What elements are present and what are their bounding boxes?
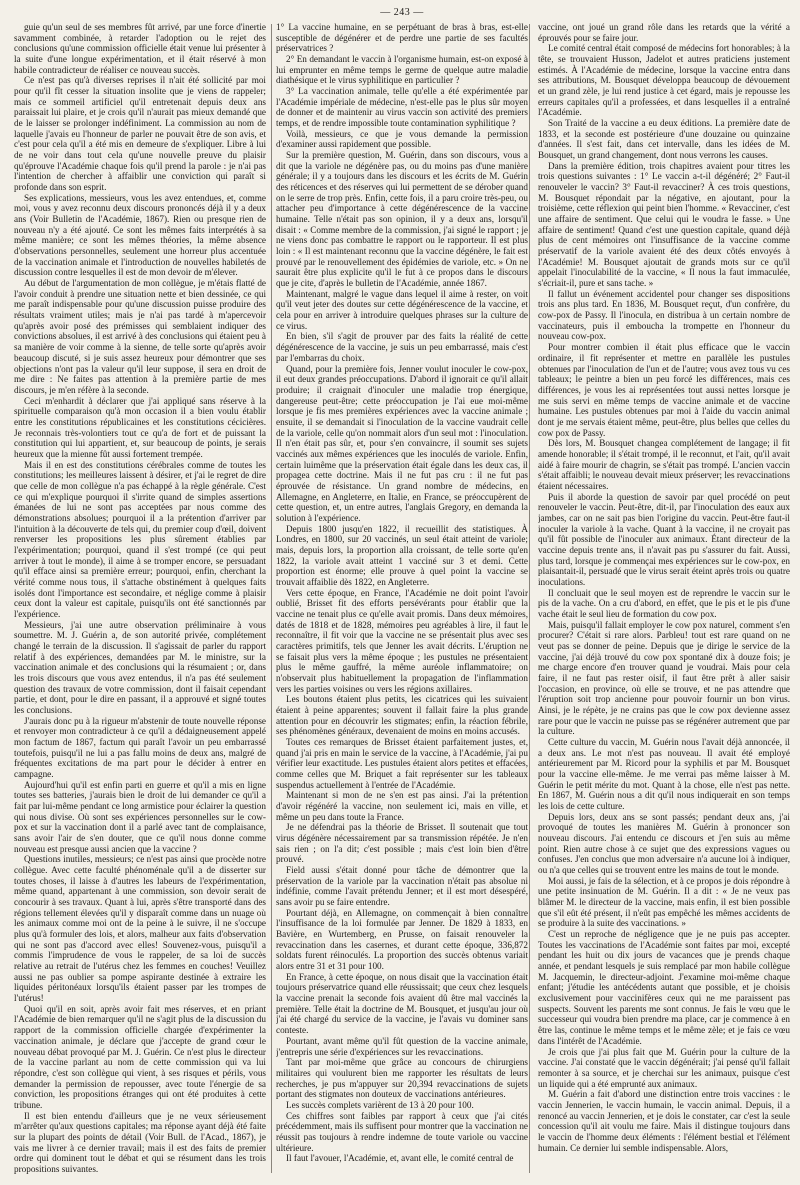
paragraph: Son Traité de la vaccine a eu deux éditions. La première date de 1833, et la seconde est postérieure d'une douzaine ou quinzaine d'années. Il s'est fait, dans cet intervalle, dans les idées de M. Bousquet, un grand changement, dont nous verrons les causes. bbox=[538, 118, 790, 161]
paragraph: Quoi qu'il en soit, après avoir fait mes réserves, et en priant l'Académie de bien remarquer qu'il ne s'agit plus de la discussion du rapport de la commission officielle chargée d'expérimenter la vaccination animale, je déclare que j'accepte de grand cœur le nouveau débat provoqué par M. J. Guérin. Ce n'est plus le directeur de la vaccine parlant au nom de cette commission qui va lui répondre, c'est son collègue qui vient, à ses risques et périls, vous demander la permission de repousser, avec toute l'énergie de sa conviction, les propositions étranges qui ont été produites à cette tribune. bbox=[14, 1003, 266, 1110]
paragraph: Les succès complets varièrent de 13 à 20 pour 100. bbox=[286, 1099, 474, 1110]
paragraph: Cette culture du vaccin, M. Guérin nous l'avait déjà annoncée, il a deux ans. Le mot n'est pas nouveau. Il avait été employé antérieurement par M. Ricord pour la syphilis et par M. Bousquet pour la vaccine elle-même. Je me verrai pas même laisser à M. Guérin le petit mérite du mot. Quant à la chose, elle n'est pas nette. En 1867, M. Guérin nous a dit qu'il nous indiquerait en son temps les lois de cette culture. bbox=[538, 737, 790, 812]
paragraph: Pourtant déjà, en Allemagne, on commençait à bien connaître l'insuffisance de la loi formulée par Jenner. De 1829 à 1833, en Bavière, en Wurtemberg, en Prusse, on faisait renouveler la revaccination dans les casernes, et durant cette époque, 336,872 soldats furent réinoculés. La proportion des succès obtenus variait alors entre 31 et 31 pour 100. bbox=[276, 907, 528, 972]
page-number: — 243 — bbox=[380, 7, 424, 18]
paragraph: Maintenant, malgré le vague dans lequel il aime à rester, on voit qu'il veut jeter des doutes sur cette dégénérescence de la vaccine, et cela pour en arriver à introduire quelques phrases sur la culture de ce virus. bbox=[276, 288, 528, 331]
paragraph: Vers cette époque, en France, l'Académie ne doit point l'avoir oublié, Brisset fit des efforts persévérants pour établir que la vaccine ne tenait plus ce qu'elle avait promis. Dans deux mémoires, datés de 1818 et de 1828, mémoires peu agréables à lire, il faut le reconnaître, il fit voir que la vaccine ne se présentait plus avec ses caractères primitifs, tels que Jenner les avait décrits. L'éruption ne se faisait plus vers la même époque ; les pustules ne présentaient plus le même gauffré, la même auréole inflammatoire; on n'observait plus habituellement la propagation de l'inflammation vers les parties voisines ou vers les régions axillaires. bbox=[276, 587, 528, 694]
paragraph: Quand, pour la première fois, Jenner voulut inoculer le cow-pox, il eut deux grandes préoccupations. D'abord il ignorait ce qu'il allait produire; il craignait d'inoculer une maladie trop énergique, dangereuse peut-être; cette préoccupation je l'ai eue moi-même lorsque je fis mes premières expériences avec la vaccine animale ; ensuite, il se demandait si l'inoculation de la vaccine vaudrait celle de la variole, celle qu'on nommait alors d'un seul mot : l'inoculation. Il n'en était pas sûr, et, pour s'en convaincre, il soumit ses sujets vaccinés aux mêmes expériences que les inoculés de variole. Enfin, certain luimême que la préservation était égale dans les deux cas, il propagea cette doctrine. Mais il ne fut pas cru : il ne fut pas éprouvée de résistance. Un grand nombre de médecins, en Allemagne, en Angleterre, en Italie, en France, se préoccupèrent de cette question, et, un entre autres, l'anglais Gregory, en demanda la solution à l'expérience. bbox=[276, 363, 528, 523]
paragraph: M. Guérin a fait d'abord une distinction entre trois vaccines : le vaccin Jennerien, le vaccin humain, le vaccin animal. Depuis, il a renoncé au vaccin Jennerien, et je dois le constater, car c'est la seule concession qu'il ait voulu me faire. Mais il distingue toujours dans le vaccin de l'homme deux éléments : l'élément bestial et l'élément humain. Ce dernier lui semble indispensable. Alors, bbox=[538, 1089, 790, 1153]
paragraph: J'aurais donc pu à la rigueur m'abstenir de toute nouvelle réponse et renvoyer mon contradicteur à ce qu'il a dédaigneusement appelé mon factum de 1867, factum qui paraît l'avoir un peu embarrassé toutefois, puisqu'il ne lui a pas fallu moins de deux ans, malgré de fréquentes excitations de ma part pour le décider à entrer en campagne. bbox=[14, 715, 266, 780]
paragraph: Je ne défendrai pas la théorie de Brisset. Il soutenait que tout virus dégénère nécessairement par sa transmission répétée. Je n'en sais rien ; on l'a dit; c'est possible ; mais c'est loin bien d'être prouvé. bbox=[276, 822, 528, 865]
paragraph: Tant par moi-même que grâce au concours de chirurgiens militaires qui voulurent bien me rapporter les résultats de leurs recherches, je pus m'appuyer sur 20,394 revaccinations de sujets portant des stigmates non douteux de vaccinations antérieures. bbox=[276, 1057, 528, 1100]
paragraph: Field aussi s'était donné pour tâche de démontrer que la préservation de la variole par la vaccination n'était pas absolue ni indéfinie, comme l'avait prétendu Jenner; et il est mort désespéré, sans avoir pu se faire entendre. bbox=[276, 865, 528, 908]
paragraph: Ses explications, messieurs, vous les avez entendues, et, comme moi, vous y avez reconnu deux discours prononcés déjà il y a deux ans (Voir Bulletin de l'Académie, 1867). Rien ou presque rien de nouveau n'y a été ajouté. Ce sont les mêmes faits interprétés à sa même manière; ce sont les mêmes théories, la même absence d'observations personnelles, seulement une horreur plus accentuée de la vaccination animale et l'introduction de nouvelles habiletés de discussion contre lesquelles il est de mon devoir de m'élever. bbox=[14, 192, 266, 278]
paragraph: Mais il en est des constitutions cérébrales comme de toutes les constitutions; les meilleures laissent à désirer, et j'ai le regret de dire que celle de mon collègue n'a pas échappé à la règle générale. C'est ce qui m'explique pourquoi il s'irrite quand de simples assertions émanées de lui ne sont pas acceptées par nous comme des démonstrations absolues; pourquoi il a la prétention d'arriver par l'intuition à la découverte de tels qui, du premier coup d'œil, doivent renverser les propositions les plus sûrement établies par l'expérimentation; pourquoi, quand il s'est trompé (ce qui peut arriver à tout le monde), il aime à se tromper encore, se persuadant qu'il efface ainsi sa première erreur; pourquoi, enfin, cherchant la vérité comme nous tous, il s'attache obstinément à quelques faits isolés dont l'importance est secondaire, et néglige comme à plaisir ceux dont la valeur est capitale, puisqu'ils ont été sanctionnés par l'expérience. bbox=[14, 459, 266, 619]
paragraph: Les boutons étaient plus petits, les cicatrices qui les suivaient étaient à peine apparentes; souvent il fallait faire la plus grande attention pour en découvrir les stigmates; enfin, la réaction fébrile, ses phénomènes généraux, devenaient de moins en moins accusés. bbox=[276, 694, 528, 737]
paragraph: Sur la première question, M. Guérin, dans son discours, vous a dit que la variole ne dégénère pas, ou du moins pas d'une manière générale; il y a toujours dans les discours et les écrits de M. Guérin des réticences et des réserves qui lui permettent de se dérober quand on le serre de trop près. Enfin, cette fois, il a paru croire très-peu, ou attacher peu d'importance à cette dégénérescence de la vaccine humaine. Telle n'était pas son opinion, il y a deux ans, lorsqu'il disait : « Comme membre de la commission, j'ai signé le rapport ; je ne viens donc pas combattre le rapport ou le rapporteur. Il est plus loin : « Il est maintenant reconnu que la vaccine dégénère, le fait est prouvé par le renouvellement des épidémies de variole, etc. » On ne saurait être plus explicite qu'il le fut à ce propos dans le discours que je cite, d'après le bulletin de l'Académie, année 1867. bbox=[276, 150, 528, 289]
paragraph: Au début de l'argumentation de mon collègue, je m'étais flatté de l'avoir conduit à prendre une situation nette et bien dessinée, ce qui me paraît indispensable pour qu'une discussion puisse produire des résultats vraiment utiles; mais je n'ai pas tardé à m'apercevoir qu'après avoir posé des prémisses qui semblaient indiquer des convictions absolues, il est arrivé à des conclusions qui étaient peu à sa manière de voir comme à la sienne, de telle sorte qu'après avoir beaucoup discuté, si je suis assez heureux pour démontrer que ses objections n'ont pas la valeur qu'il leur suppose, il sera en droit de me dire : Ne faites pas attention à la première partie de mes discours, je m'en réfère à la seconde. bbox=[14, 278, 266, 395]
paragraph: Il concluait que le seul moyen est de reprendre le vaccin sur le pis de la vache. On a cru d'abord, en effet, que le pis et le pis d'une vache était le seul lieu de formation du cow pox. bbox=[538, 587, 790, 619]
paragraph: 1° La vaccine humaine, en se perpétuant de bras à bras, est-elle susceptible de dégénérer et de perdre une partie de ses facultés préservatrices ? bbox=[276, 22, 528, 54]
paragraph: Dans la première édition, trois chapitres avaient pour titres les trois questions suivantes : 1° Le vaccin a-t-il dégénéré; 2° Faut-il renouveler le vaccin? 3° Faut-il revacciner? À ces trois questions, M. Bousquet répondait par la négative, en ajoutant, pour la troisième, cette réflexion qui peint bien l'homme. « Revacciner, c'est une affaire de sentiment. Que celui qui le voudra le fasse. » Une affaire de sentiment! Quand c'est une question capitale, quand déjà plus de cent mémoires ont l'insuffisance de la vaccine comme préservatif de la variole avaient été des deux côtés envoyés à l'Académie! M. Bousquet ajoutait de grands mots sur ce qu'il appelait l'inoculabilité de la vaccine, « Il nous la faut immaculée, s'écriait-il, pure et sans tache. » bbox=[538, 160, 790, 289]
paragraph: Messieurs, j'ai une autre observation préliminaire à vous soumettre. M. J. Guérin a, de son autorité privée, complétement changé le terrain de la discussion. Il s'agissait de parler du rapport relatif à des expériences, demandées par M. le ministre, sur la vaccination animale et des conclusions qui la résumaient ; or, dans les trois discours que vous avez entendus, il n'a pas été seulement question des travaux de votre commission, dont il faisait cependant partie, et dont, pour le dire en passant, il a approuvé et signé toutes les conclusions. bbox=[14, 619, 266, 715]
paragraph: Il faut l'avouer, l'Académie, et, avant elle, le comité central de bbox=[286, 1153, 514, 1164]
paragraph: Il est bien entendu d'ailleurs que je ne veux sérieusement m'arrêter qu'aux questions capitales; ma réponse ayant déjà été faite sur la plupart des points de détail (Voir Bull. de l'Acad., 1867), je vais me livrer à ce dernier travail; mais il est des faits de premier ordre qui dominent tout le débat et qui se résument dans les trois propositions suivantes. bbox=[14, 1110, 266, 1174]
paragraph: Depuis lors, deux ans se sont passés; pendant deux ans, j'ai provoqué de toutes les manières M. Guérin à prononcer son nouveau discours. J'ai entendu ce discours et j'en suis au même point. Rien autre chose à ce sujet que des expressions vagues ou confuses. J'en conclus que mon adversaire n'a aucune loi à indiquer, ou n'a que celles qui se trouvent entre les mains de tout le monde. bbox=[538, 811, 790, 876]
column-left bbox=[14, 22, 266, 1175]
paragraph: 2° En demandant le vaccin à l'organisme humain, est-on exposé à lui emprunter en même temps le germe de quelque autre maladie diathésique et le virus syphilitique en particulier ? bbox=[276, 54, 528, 86]
column-middle bbox=[276, 22, 528, 1175]
paragraph: Il fallut un événement accidentel pour changer ses dispositions trois ans plus tard. En 1836, M. Bousquet reçut, d'un confrère, du cow-pox de Passy. Il l'inocula, en distribua à un certain nombre de vaccinateurs, puis il emboucha la trompette en l'honneur du nouveau cow-pox. bbox=[538, 288, 790, 342]
paragraph: 3° La vaccination animale, telle qu'elle a été expérimentée par l'Académie impériale de médecine, n'est-elle pas le plus sûr moyen de donner et de maintenir au virus vaccin son activité des premiers temps, et de rendre impossible toute contamination syphilitique ? bbox=[276, 86, 528, 129]
paragraph: Moi aussi, je fais de la sélection, et à ce propos je dois répondre à une petite insinuation de M. Guérin. Il a dit : « Je ne veux pas blâmer M. le directeur de la vaccine, mais enfin, il est bien possible que s'il eût été présent, il n'eût pas empêché les mêmes accidents de se produire à la suite des vaccinations. » bbox=[538, 875, 790, 929]
paragraph: C'est un reproche de négligence que je ne puis pas accepter. Toutes les vaccinations de l'Académie sont faites par moi, excepté pendant les huit ou dix jours de vacances que je prends chaque année, et pendant lesquels je suis remplacé par mon habile collègue M. Jacquemin, le directeur-adjoint. J'examine moi-même chaque enfant; j'étudie les antécédents autant que possible, et je choisis exclusivement pour vaccinifères ceux qui ne me paraissent pas suspects. Souvent les parents me sont connus. Je fais le vœu que le successeur qui voudra bien prendre ma place, car je commence à en être las, continue le même temps et le même zèle; et je fais ce vœu dans l'intérêt de l'Académie. bbox=[538, 929, 790, 1046]
paragraph: Puis il aborde la question de savoir par quel procédé on peut renouveler le vaccin. Peut-être, dit-il, par l'inoculation des eaux aux jambes, car on ne sait pas bien l'origine du vaccin. Peut-être faut-il inoculer la variole à la vache. Quant à la vaccine, il ne croyait pas qu'il fût possible de l'inoculer aux animaux. Étant directeur de la vaccine depuis trente ans, il n'avait pas pu s'assurer du fait. Aussi, plus tard, lorsque je commençai mes expériences sur le cow-pox, en plaisantait-il, persuadé que le virus serait éteint après trois ou quatre inoculations. bbox=[538, 491, 790, 587]
paragraph: Ces chiffres sont faibles par rapport à ceux que j'ai cités précédemment, mais ils suffisent pour montrer que la vaccination ne réussit pas toujours à rendre indemne de toute variole ou vaccine ultérieure. bbox=[276, 1110, 528, 1153]
paragraph: Ce n'est pas qu'à diverses reprises il n'ait été sollicité par moi pour qu'il fît cesser la situation insolite que je viens de rappeler; mais ce sommeil artificiel qu'il entretenait depuis deux ans paraissait lui plaire, et je crois qu'il n'aurait pas mieux demandé que de le laisser se prolonger indéfiniment. La commission au nom de laquelle j'avais eu l'honneur de parler ne pouvait être de son avis, et c'est pour cela qu'il a été mis en demeure de s'expliquer. Libre à lui de ne voir dans tout cela qu'une nouvelle preuve du plaisir qu'éprouve l'Académie chaque fois qu'il prend la parole : je n'ai pas l'intention de chercher à affaiblir une conviction qui paraît si profonde dans son esprit. bbox=[14, 75, 266, 193]
paragraph: Pour montrer combien il était plus efficace que le vaccin ordinaire, il fit représenter et mettre en parallèle les pustules obtenues par l'inoculation de l'un et de l'autre; vous avez tous vu ces tableaux; le peintre a bien un peu forcé les différences, mais ces différences, je vous les ai représentées tout aussi nettes lorsque je me suis servi en même temps de vaccine animale et de vaccine humaine. Les pustules obtenues par moi à l'aide du vaccin animal dont je me servais étaient même, peut-être, plus belles que celles du cow pox de Passy. bbox=[538, 342, 790, 438]
paragraph: Je crois que j'ai plus fait que M. Guérin pour la culture de la vaccine. J'ai constaté que le vaccin dégénérait; j'ai pensé qu'il fallait remonter à sa source, et je cherchai sur les animaux, puisque c'est un liquide qui a été emprunté aux animaux. bbox=[538, 1046, 790, 1089]
text-columns bbox=[14, 22, 790, 1175]
paragraph: Le comité central était composé de médecins fort honorables; à la tête, se trouvaient Husson, Jadelot et autres praticiens justement estimés. À l'Académie de médecine, lorsque la vaccine entra dans ses attributions, M. Bousquet développa beaucoup de dévouement et un grand zèle, je lui rend justice à cet égard, mais je repousse les erreurs capitales qu'il a professées, et dans lesquelles il a entraîné l'Académie. bbox=[538, 43, 790, 118]
paragraph: Pourtant, avant même qu'il fût question de la vaccine animale, j'entrepris une série d'expériences sur les revaccinations. bbox=[276, 1035, 528, 1057]
paragraph: Dès lors, M. Bousquet changea complétement de langage; il fit amende honorable; il s'était trompé, il le reconnut, et l'ait, qu'il avait aidé à faire mourir de chagrin, se s'était pas trompé. L'ancien vaccin s'était affaibli; le nouveau devait mieux préserver; les revaccinations étaient nécessaires. bbox=[538, 438, 790, 491]
column-right bbox=[538, 22, 790, 1175]
paragraph: Depuis 1800 jusqu'en 1822, il recueillit des statistiques. À Londres, en 1800, sur 20 vaccinés, un seul était atteint de variole; mais, depuis lors, la proportion alla croissant, de telle sorte qu'en 1822, la variole avait atteint 1 vacciné sur 3 et demi. Cette proportion est énorme; elle prouve à quel point la vaccine se trouvait affaiblie dès 1822, en Angleterre. bbox=[276, 523, 528, 587]
paragraph: Maintenant si mon de ne s'en est pas ainsi. J'ai la prétention d'avoir régénéré la vaccine, non seulement ici, mais en ville, et même un peu dans toute la France. bbox=[276, 790, 528, 822]
paragraph: guie qu'un seul de ses membres fût arrivé, par une force d'inertie savamment combinée, à retarder l'adoption ou le rejet des conclusions qu'une commission officielle était venue lui présenter à la suite d'une longue expérimentation, et il était réservé à mon habile contradicteur de réaliser ce nouveau succès. bbox=[14, 22, 266, 75]
paragraph: En France, à cette époque, on nous disait que la vaccination était toujours préservatrice quand elle réussissait; que ceux chez lesquels la vaccine prenait la seconde fois avaient dû être mal vaccinés la première. Telle était la doctrine de M. Bousquet, et jusqu'au jour où j'ai été chargé du service de la vaccine, je l'avais vu dominer sans conteste. bbox=[276, 971, 528, 1036]
paragraph: Toutes ces remarques de Brisset étaient parfaitement justes, et, quand j'ai pris en main le service de la vaccine, à l'Académie, j'ai pu vérifier leur exactitude. Les pustules étaient alors petites et effacées, comme celles que M. Briquet a fait représenter sur les tableaux suspendus actuellement à l'entrée de l'Académie. bbox=[276, 737, 528, 790]
paragraph: Voilà, messieurs, ce que je vous demande la permission d'examiner aussi rapidement que possible. bbox=[276, 128, 528, 150]
paragraph: Ceci m'enhardit à déclarer que j'ai appliqué sans réserve à la spirituelle comparaison qu'à mon occasion il a bien voulu établir entre les constitutions républicaines et les constitutions cécicières. Je reconnais très-volontiers tout ce qu'a de fort et de puissant la constitution qui lui appartient, et, sur beaucoup de points, je serais heureux que la mienne fût aussi fortement trempée. bbox=[14, 395, 266, 459]
paragraph: Mais, puisqu'il fallait employer le cow pox naturel, comment s'en procurer? C'était si rare alors. Parbleu! tout est rare quand on ne veut pas se donner de peine. Depuis que je dirige le service de la vaccine, j'ai déjà trouvé du cow pox spontané dix à douze fois; je me charge encore d'en trouver quand je voudrai. Mais pour cela faire, il ne faut pas rester oisif, il faut être prêt à aller saisir l'occasion, en province, où elle se trouve, et ne pas attendre que l'éruption soit trop ancienne pour pouvoir fournir un bon virus. Ainsi, je le répète, je ne crains pas que le cow pox devienne assez rare pour que le vaccin ne puisse pas se régénérer autrement que par la culture. bbox=[538, 619, 790, 737]
paragraph: En bien, s'il s'agit de prouver par des faits la réalité de cette dégénérescence de la vaccine, je suis un peu embarrassé, mais c'est par l'embarras du choix. bbox=[276, 331, 528, 363]
paragraph: vaccine, ont joué un grand rôle dans les retards que la vérité a éprouvés pour se faire jour. bbox=[538, 22, 790, 43]
paragraph: Questions inutiles, messieurs; ce n'est pas ainsi que procède notre collègue. Avec cette faculté phénoménale qu'il a de disserter sur toutes choses, il laisse à d'autres les labeurs de l'expérimentation, même quand, appartenant à une commission, son devoir serait de concourir à ses travaux. Quant à lui, après s'être transporté dans des régions tellement élevées qu'il y disparaît comme dans un nuage où les animaux comme moi ont de la peine à le suivre, il ne s'occupe plus qu'à formuler des lois, et alors, malheur aux faits d'observation qui ne sont pas d'accord avec elles! Souvenez-vous, puisqu'il a commis l'imprudence de vous le rappeler, de sa loi de succès relative au retrait de l'utérus chez les femmes en couches! Veuillez aussi ne pas oublier sa pompe aspirante destinée à extraire les liquides péritonéaux lorsqu'ils étaient passer par les trompes de l'utérus! bbox=[14, 854, 266, 1004]
paragraph: Aujourd'hui qu'il est enfin parti en guerre et qu'il a mis en ligne toutes ses batteries, j'aurais bien le droit de lui demander ce qu'il a fait par lui-même pendant ce long armistice pour éclairer la question qui nous divise. Où sont ses expériences personnelles sur le cow-pox et sur la vaccination dont il a parlé avec tant de complaisance, sans avoir l'air de s'en douter, que ce qu'il nous donne comme nouveau est presque aussi ancien que la vaccine ? bbox=[14, 779, 266, 854]
